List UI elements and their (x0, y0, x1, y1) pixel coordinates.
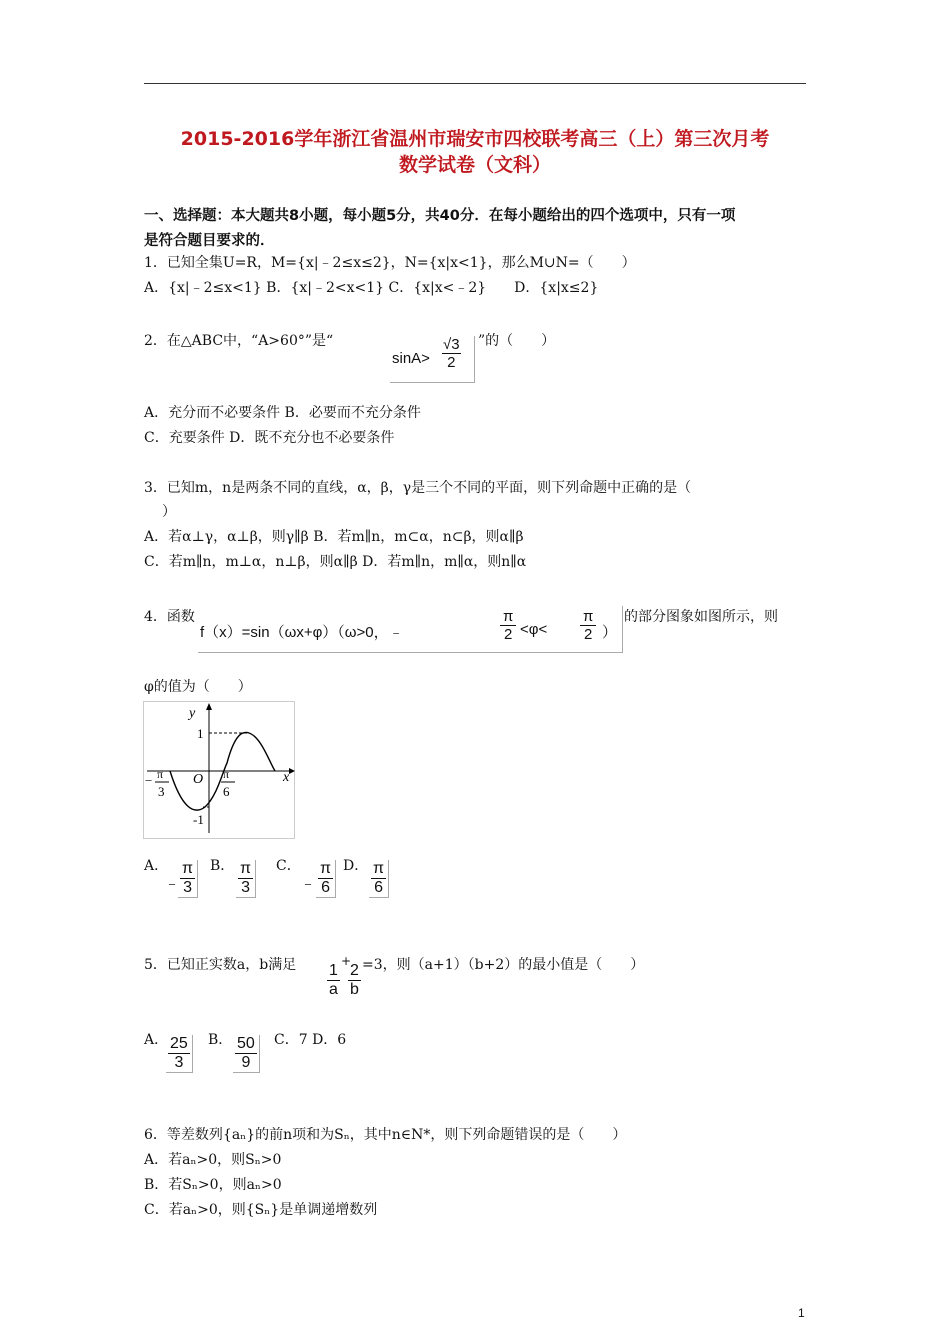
q4-option-d-num: π (373, 860, 385, 877)
q4-stem-end: φ的值为（ ） (144, 679, 252, 695)
q4-sine-graph (143, 701, 295, 839)
q1-stem: 1．已知全集U=R，M={x|﹣2≤x≤2}，N={x|x<1}，那么M∪N=（ ） (144, 255, 636, 271)
q6-option-a: A．若aₙ>0，则Sₙ>0 (144, 1152, 282, 1168)
q4-frac2-den: 2 (584, 626, 593, 643)
q5-plus: + (341, 954, 352, 968)
q4-option-a-sign: ﹣ (164, 875, 181, 892)
q4-option-a-den: 3 (183, 879, 192, 896)
q6-stem: 6．等差数列{aₙ}的前n项和为Sₙ，其中n∈N*，则下列命题错误的是（ ） (144, 1127, 627, 1143)
q2-frac-den: 2 (447, 354, 456, 371)
graph-x-label: x (283, 770, 290, 785)
q5-option-a-den: 3 (174, 1054, 184, 1071)
q2-frac-num: √3 (443, 336, 460, 353)
page-number: 1 (798, 1306, 805, 1320)
q5-stem-end: =3，则（a+1）（b+2）的最小值是（ ） (362, 957, 645, 973)
q3-options-line2: C．若m∥n，m⊥α，n⊥β，则α∥β D．若m∥n，m∥α，则n∥α (144, 554, 527, 570)
q5-option-b-label: B． (208, 1032, 233, 1048)
q1-options: A．{x|﹣2≤x<1} B．{x|﹣2<x<1} C．{x|x<﹣2} D．{x|x≤2} (144, 280, 599, 296)
q4-formula-mid: <φ< (520, 621, 548, 638)
q6-option-c: C．若aₙ>0，则{Sₙ}是单调递增数列 (144, 1202, 378, 1218)
q4-formula (198, 606, 623, 653)
graph-right-num: π (223, 767, 230, 781)
q5-frac2 (346, 962, 363, 999)
graph-frame (144, 702, 295, 839)
q5-option-a-label: A． (144, 1032, 169, 1048)
graph-right-den: 6 (223, 784, 230, 799)
q4-option-c-label: C． (276, 858, 301, 874)
q3-stem-line2: ） (162, 504, 176, 520)
q2-formula (390, 336, 475, 383)
q6-option-b: B．若Sₙ>0，则aₙ>0 (144, 1177, 282, 1193)
q5-frac1-den: a (329, 981, 338, 998)
q4-frac2-num: π (580, 608, 596, 626)
q4-option-d-den: 6 (374, 879, 383, 896)
q4-formula-close: ） (602, 624, 618, 641)
q5-frac2-den: b (350, 981, 359, 998)
q5-option-a-num: 25 (170, 1035, 188, 1052)
q2-stem-end: ”的（ ） (478, 333, 556, 349)
q4-option-b-fraction (236, 860, 256, 898)
q2-options-line1: A．充分而不必要条件 B．必要而不充分条件 (144, 405, 421, 421)
q5-option-b-fraction (233, 1035, 260, 1073)
q4-frac2 (580, 608, 596, 643)
q4-frac1 (500, 608, 516, 643)
graph-origin: O (193, 772, 204, 787)
section-heading-line2: 是符合题目要求的． (144, 233, 275, 249)
q2-options-line2: C．充要条件 D．既不充分也不必要条件 (144, 430, 395, 446)
q5-option-b-den: 9 (241, 1054, 251, 1071)
q2-fraction (442, 336, 461, 371)
q5-frac2-num: 2 (350, 962, 359, 979)
q4-stem-start: 4．函数 (144, 609, 195, 625)
q2-stem-start: 2．在△ABC中，“A>60°”是“ (144, 333, 334, 349)
q4-option-c-fraction (316, 860, 336, 898)
graph-y-label: y (189, 706, 196, 721)
q4-formula-text: f（x）=sin（ωx+φ）（ω>0，﹣ (200, 624, 404, 641)
q4-option-c-den: 6 (321, 879, 330, 896)
graph-left-num: π (157, 767, 164, 781)
section-heading-line1: 一、选择题：本大题共8小题，每小题5分，共40分．在每小题给出的四个选项中，只有一项 (144, 208, 736, 224)
q5-option-a-fraction (166, 1035, 193, 1073)
q4-option-c-sign: ﹣ (300, 875, 317, 892)
q4-option-c-num: π (320, 860, 332, 877)
graph-y-min: -1 (193, 812, 204, 827)
q4-option-a-label: A． (144, 858, 169, 874)
q4-option-d-label: D． (343, 858, 369, 874)
q4-frac1-den: 2 (504, 626, 513, 643)
graph-y-max: 1 (197, 726, 204, 741)
q4-option-a-num: π (182, 860, 194, 877)
q4-option-b-num: π (240, 860, 252, 877)
q2-formula-left: sinA> (392, 350, 430, 367)
q4-frac1-num: π (500, 608, 516, 626)
q5-option-b-num: 50 (237, 1035, 255, 1052)
q4-option-b-label: B． (210, 858, 235, 874)
q5-frac1-num: 1 (329, 962, 338, 979)
exam-title-line2: 数学试卷（文科） (398, 154, 551, 176)
q5-frac1 (325, 962, 342, 999)
graph-left-den: 3 (158, 784, 165, 799)
q4-option-a-fraction (178, 860, 198, 898)
q4-stem-mid: 的部分图象如图所示，则 (624, 609, 778, 625)
exam-title-line1: 2015-2016学年浙江省温州市瑞安市四校联考高三（上）第三次月考 (180, 128, 770, 150)
q5-options-cd: C．7 D．6 (274, 1032, 347, 1048)
q4-option-d-fraction (369, 860, 389, 898)
graph-left-sign: − (145, 773, 153, 788)
q5-stem-start: 5．已知正实数a，b满足 (144, 957, 297, 973)
header-rule (144, 83, 806, 84)
q3-stem-line1: 3．已知m，n是两条不同的直线，α，β，γ是三个不同的平面，则下列命题中正确的是（ (144, 480, 692, 496)
q4-option-b-den: 3 (241, 879, 250, 896)
q3-options-line1: A．若α⊥γ，α⊥β，则γ∥β B．若m∥n，m⊂α，n⊂β，则α∥β (144, 529, 524, 545)
